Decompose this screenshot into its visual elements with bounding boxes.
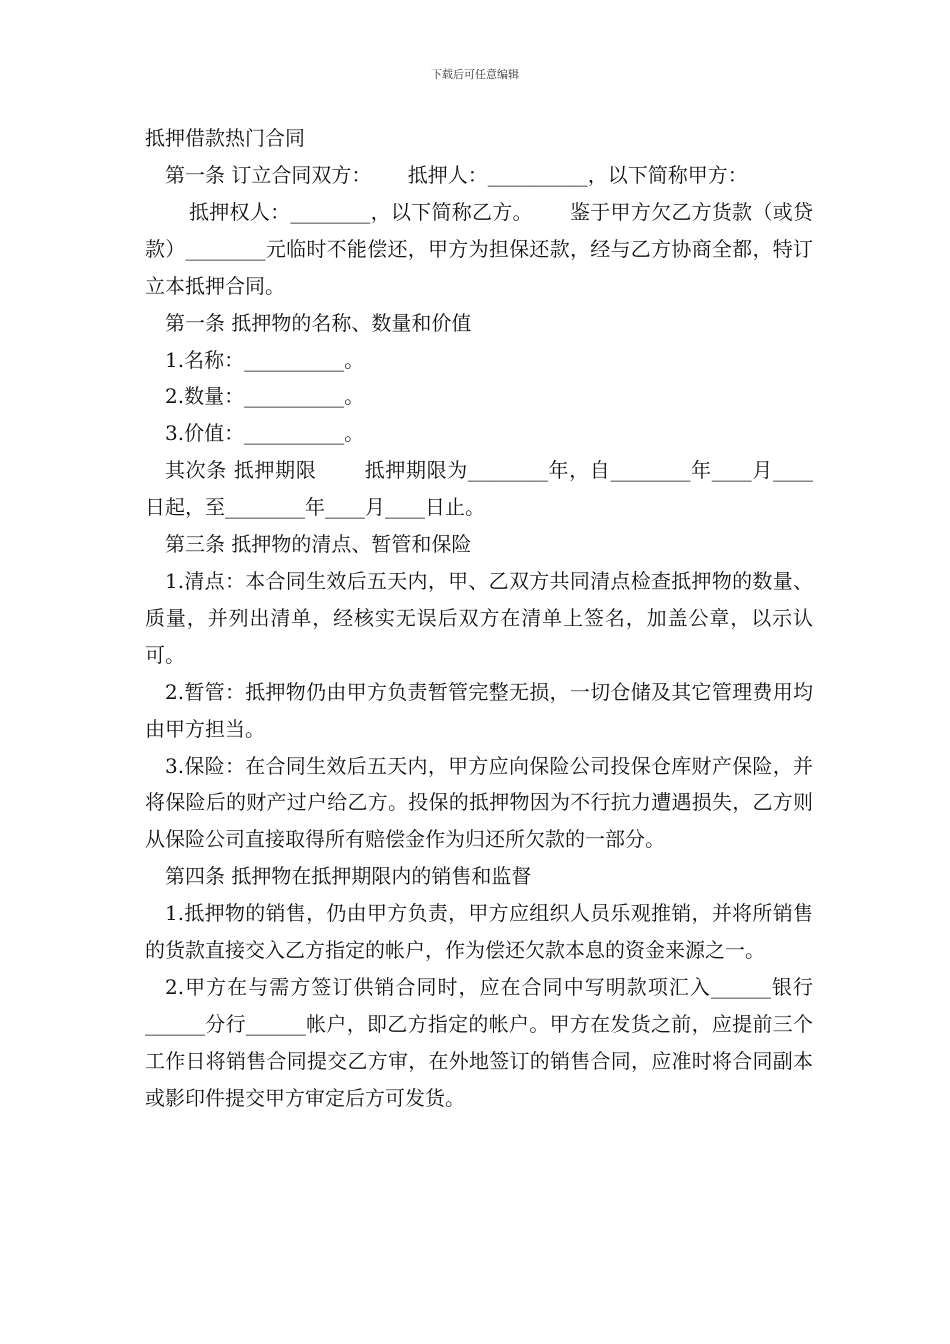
clause-supply-contract: 2.甲方在与需方签订供销合同时，应在合同中写明款项汇入______银行______分行______帐户，即乙方指定的帐户。甲方在发货之前，应提前三个工作日将销售合同提交乙方审，在外地签订的销售合同，应准时将合同副本或影印件提交甲方审定后方可发货。 <box>145 974 813 1110</box>
clause-inventory: 1.清点：本合同生效后五天内，甲、乙双方共同清点检查抵押物的数量、质量，并列出清单，经核实无误后双方在清单上签名，加盖公章，以示认可。 <box>145 568 813 667</box>
item-value: 3.价值：__________。 <box>165 421 365 446</box>
article-4-heading: 第四条 抵押物在抵押期限内的销售和监督 <box>165 864 532 889</box>
contract-body <box>145 157 813 1117</box>
paragraph-preamble: 抵押权人：________，以下简称乙方。 鉴于甲方欠乙方货款（或贷款）________元临时不能偿还，甲方为担保还款，经与乙方协商全都，特订立本抵押合同。 <box>145 199 813 298</box>
clause-custody: 2.暂管：抵押物仍由甲方负责暂管完整无损，一切仓储及其它管理费用均由甲方担当。 <box>145 679 813 741</box>
paragraph-parties: 第一条 订立合同双方： 抵押人：__________，以下简称甲方： <box>165 163 748 187</box>
document-title: 抵押借款热门合同 <box>145 126 305 150</box>
page-header-note: 下载后可任意编辑 <box>431 68 519 81</box>
article-3-heading: 第三条 抵押物的清点、暂管和保险 <box>165 532 472 557</box>
article-2-term: 其次条 抵押期限 抵押期限为________年，自________年____月____日起，至________年____月____日止。 <box>145 458 813 520</box>
clause-sales: 1.抵押物的销售，仍由甲方负责，甲方应组织人员乐观推销，并将所销售的货款直接交入乙方指定的帐户，作为偿还欠款本息的资金来源之一。 <box>145 901 813 963</box>
clause-insurance: 3.保险：在合同生效后五天内，甲方应向保险公司投保仓库财产保险，并将保险后的财产过户给乙方。投保的抵押物因为不行抗力遭遇损失，乙方则从保险公司直接取得所有赔偿金作为归还所欠款的一部分。 <box>145 753 813 852</box>
article-1-heading: 第一条 抵押物的名称、数量和价值 <box>165 310 472 335</box>
item-quantity: 2.数量：__________。 <box>165 384 365 409</box>
item-name: 1.名称：__________。 <box>165 347 365 372</box>
